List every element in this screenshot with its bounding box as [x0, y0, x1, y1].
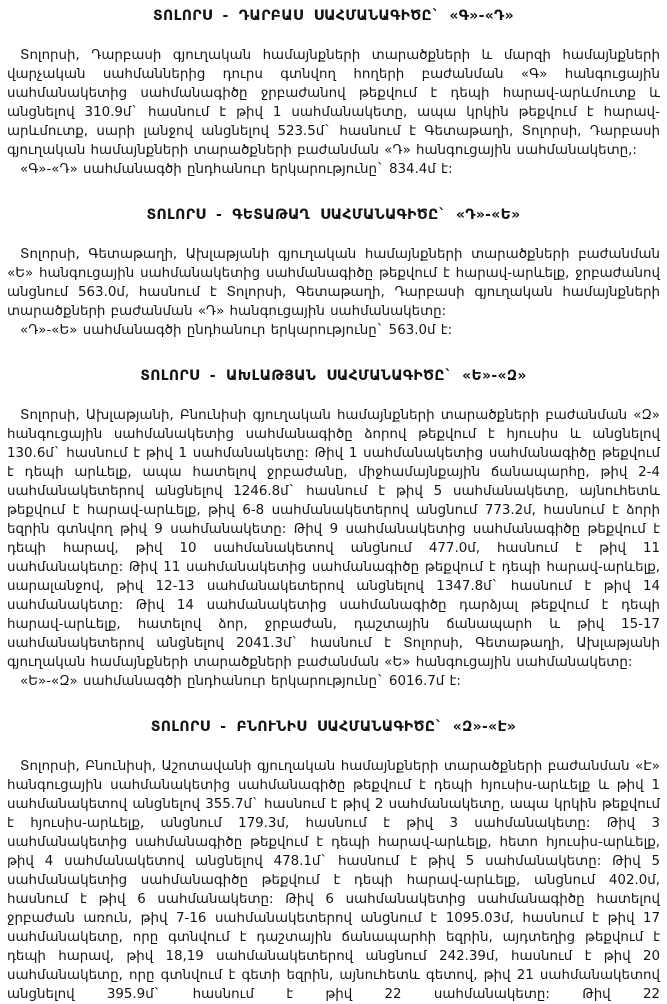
section-body: Տոլորսի, Բնունիսի, Աշոտավանի գյուղական համայնքների տարածքների բաժանման «Է» հանգուցային սահմանակետից սահմանագիծը թեքվում է դեպի հյուսիս-արևելք և թիվ 1 սահմանակետով անցնելով 355.7մ` հասնում է թիվ 2 սահմանակետը, ապա կրկին թեքվում է հյուսիս-արևելք, անցնում 179.3մ, հասնում է թիվ 3 սահմանակետը: Թիվ 3 սահմանակետից սահմանագիծը թեքվում է դեպի հարավ-արևելք, հետո հյուսիս-արևելք, թիվ 4 սահմանակետով անցնելով 478.1մ` հասնում է թիվ 5 սահմանակետը: Թիվ 5 սահմանակետից սահմանագիծը թեքվում է դեպի հարավ-արևելք, անցնում 402.0մ, հասնում է թիվ 6 սահմանակետը: Թիվ 6 սահմանակետից սահմանագիծը հատելով ջրբաժան առուն, թիվ 7-16 սահմանակետերով անցնում է 1095.03մ, հասնում է թիվ 17 սահմանակետը, որը գտնվում է դաշտային ճանապարհի եզրին, այդտեղից թեքվում է դեպի հարավ, թիվ 18,19 սահմանակետերով անցնում 242.39մ, հասնում է թիվ 20 սահմանակետը, որը գտնվում է գետի եզրին, այնուհետև գետով, թիվ 21 սահմանակետով անցնելով 395.9մ` հասնում է թիվ 22 սահմանակետը: Թիվ 22 — [7, 759, 660, 1002]
section-summary: «Դ»-«Ե» սահմանագծի ընդհանուր երկարությունը` 563.0մ է: — [20, 323, 453, 338]
section-title: ՏՈԼՈՐՍ - ԱԽԼԱԹՅԱՆ ՍԱՀՄԱՆԱԳԻԾԸ` «Ե»-«Զ» — [140, 368, 527, 384]
section-body: Տոլորսի, Ախլաթյանի, Բնունիսի գյուղական համայնքների տարածքների բաժանման «Զ» հանգուցային սահմանակետից սահմանագիծը ձորով թեքվում է հյուսիս և անցնելով 130.6մ` հասնում է թիվ 1 սահմանակետը: Թիվ 1 սահմանակետից սահմանագիծը թեքվում է դեպի արևելք, ապա հատելով ջրբաժանը, միջհամայնքային ճանապարհը, թիվ 2-4 սահմանակետերով անցնելով 1246.8մ` հասնում է թիվ 5 սահմանակետը, այնուհետև թեքվում է հարավ-արևելք, թիվ 6-8 սահմանակետերով անցնում 773.2մ, հասնում է ձորի եզրին գտնվող թիվ 9 սահմանակետը: Թիվ 9 սահմանակետից սահմանագիծը թեքվում է դեպի հարավ, թիվ 10 սահմանակետով անցնում 477.0մ, հասնում է թիվ 11 սահմանակետը: Թիվ 11 սահմանակետից սահմանագիծը թեքվում է դեպի հարավ-արևելք, սարալանջով, թիվ 12-13 սահմանակետերով անցնելով 1347.8մ` հասնում է թիվ 14 սահմանակետը: Թիվ 14 սահմանակետից սահմանագիծը դարձյալ թեքվում է դեպի հարավ-արևելք, հատելով ձոր, ջրբաժան, դաշտային ճանապարհ և թիվ 15-17 սահմանակետերով անցնելով 2041.3մ` հասնում է Տոլորսի, Գետաթաղի, Ախլաթյանի գյուղական համայնքների տարածքների բաժանման «Ե» հանգուցային սահմանակետը: — [7, 408, 660, 670]
section-tolors-bnunis — [7, 719, 660, 1004]
section-title: ՏՈԼՈՐՍ - ԳԵՏԱԹԱՂ ՍԱՀՄԱՆԱԳԻԾԸ` «Դ»-«Ե» — [146, 207, 521, 223]
section-body: Տոլորսի, Գետաթաղի, Ախլաթյանի գյուղական համայնքների տարածքների բաժանման «Ե» հանգուցային սահմանակետից սահմանագիծը թեքվում է հարավ-արևելք, ջրբաժանով անցնում 563.0մ, հասնում է Տոլորսի, Գետաթաղի, Դարբասի գյուղական համայնքների տարածքների բաժանման «Դ» հանգուցային սահմանակետը: — [7, 247, 660, 319]
section-summary: «Գ»-«Դ» սահմանագծի ընդհանուր երկարությունը` 834.4մ է: — [20, 162, 453, 177]
section-title: ՏՈԼՈՐՍ - ԴԱՐԲԱՍ ՍԱՀՄԱՆԱԳԻԾԸ` «Գ»-«Դ» — [153, 8, 514, 24]
section-title: ՏՈԼՈՐՍ - ԲՆՈՒՆԻՍ ՍԱՀՄԱՆԱԳԻԾԸ` «Զ»-«Է» — [150, 719, 517, 735]
section-body: Տոլորսի, Դարբասի գյուղական համայնքների տարածքների և մարզի համայնքների վարչական սահմաններից դուրս գտնվող հողերի բաժանման «Գ» հանգուցային սահմանակետից սահմանագիծը ջրբաժանով թեքվում է դեպի հարավ-արևմուտք և անցնելով 310.9մ` հասնում է թիվ 1 սահմանակետը, ապա կրկին թեքվում է հարավ-արևմուտք, սարի լանջով անցնելով 523.5մ` հասնում է Գետաթաղի, Տոլորսի, Դարբասի գյուղական համայնքների տարածքների բաժանման «Դ» հանգուցային սահմանակետը,: — [7, 48, 660, 158]
section-tolors-getatagh — [7, 207, 660, 340]
section-tolors-akhlatyan — [7, 368, 660, 691]
section-tolors-darbas — [7, 8, 660, 179]
section-summary: «Ե»-«Զ» սահմանագծի ընդհանուր երկարությունը` 6016.7մ է: — [20, 674, 461, 689]
